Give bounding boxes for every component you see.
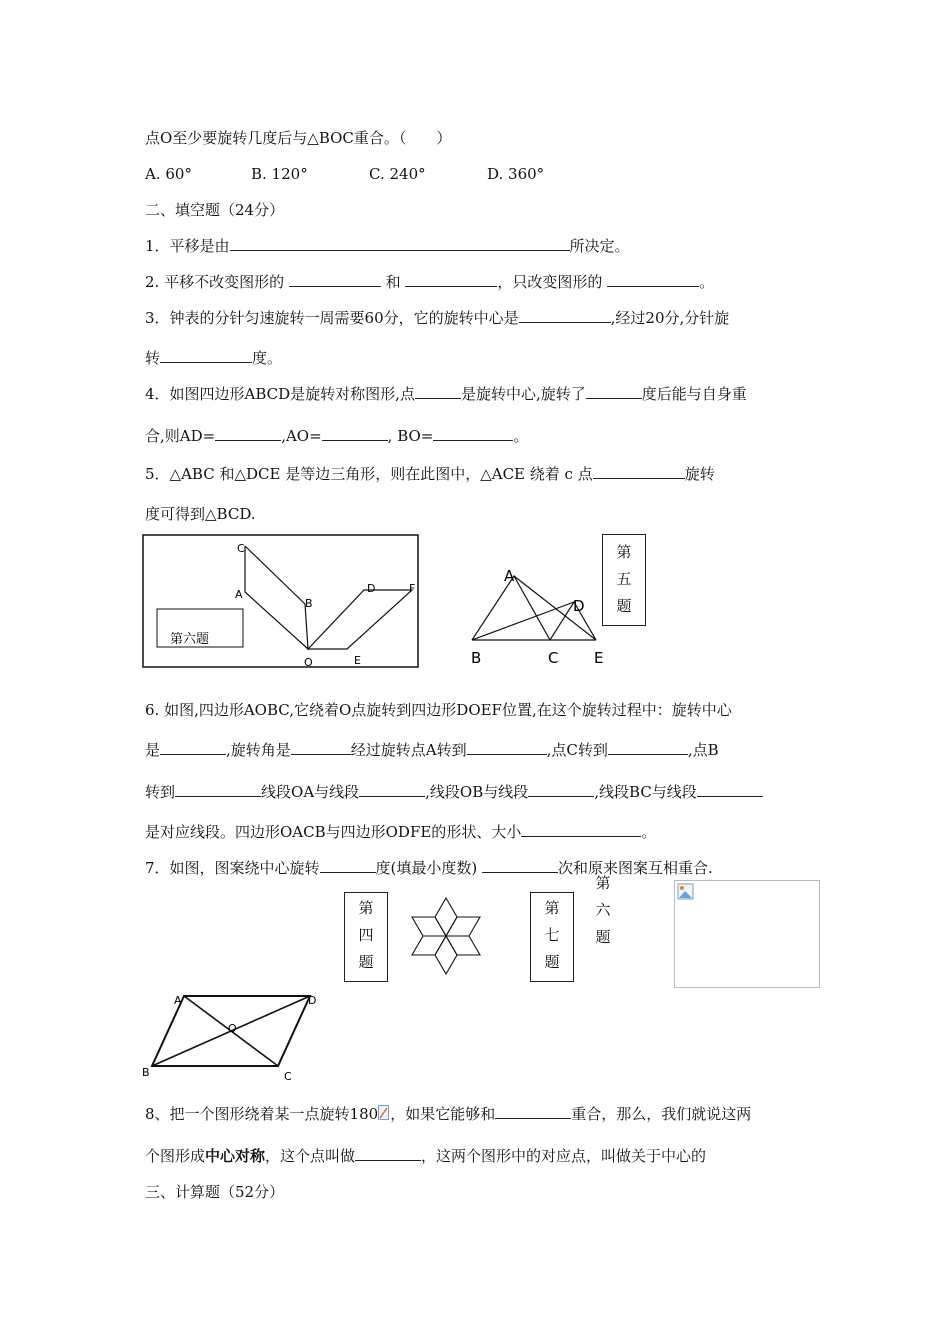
question-6-line-2 — [145, 740, 719, 760]
question-3-line-1 — [145, 308, 729, 328]
label-c: C — [548, 649, 559, 667]
figure-q6-caption: 第六题 — [170, 632, 210, 647]
caption-q6-vertical — [588, 870, 618, 951]
question-6-line-1: 6. 如图,四边形AOBC,它绕着O点旋转到四边形DOEF位置,在这个旋转过程中：旋转中心 — [145, 701, 732, 719]
question-1 — [145, 236, 630, 256]
label-a: A — [235, 588, 243, 601]
caption-q4 — [344, 892, 388, 982]
q3-blank-1[interactable] — [519, 308, 611, 323]
caption-q7-char-1: 第 — [544, 899, 560, 917]
q6-blank-8[interactable] — [697, 782, 763, 797]
question-5-line-2: 度可得到△BCD. — [145, 505, 256, 523]
caption-q7 — [530, 892, 574, 982]
q2-blank-3[interactable] — [607, 272, 699, 287]
q6-blank-2[interactable] — [291, 740, 351, 755]
q6-text-3d: ,线段BC与线段 — [594, 783, 697, 801]
q8-text-d: 个图形成 — [145, 1147, 206, 1165]
prev-question-stem: 点O至少要旋转几度后与△BOC重合。（ ） — [145, 129, 452, 147]
q3-blank-2[interactable] — [160, 348, 252, 363]
q4-text-d: 合,则AD= — [145, 427, 216, 445]
q1-text-a: 1．平移是由 — [145, 237, 230, 255]
label-f: F — [409, 582, 416, 595]
q4-blank-4[interactable] — [322, 426, 388, 441]
question-7 — [145, 858, 713, 878]
caption-q7-char-3: 题 — [544, 953, 560, 971]
q5-text-a: 5．△ABC 和△DCE 是等边三角形，则在此图中，△ACE 绕着 c 点 — [145, 465, 593, 483]
q8-text-f: ，这个点叫做 — [265, 1147, 356, 1165]
q6-text-3b: 线段OA与线段 — [261, 783, 360, 801]
q3-text-b: ,经过20分,分针旋 — [610, 309, 730, 327]
q6-text-2e: ,点B — [687, 741, 719, 759]
q6-text-3c: ,线段OB与线段 — [425, 783, 529, 801]
rhombus-bottom — [435, 936, 457, 974]
q6-blank-7[interactable] — [528, 782, 594, 797]
q8-text-g: ，这两个图形中的对应点，叫做关于中心的 — [421, 1147, 707, 1165]
q7-blank-1[interactable] — [320, 858, 376, 873]
q7-blank-2[interactable] — [482, 858, 558, 873]
q3-text-d: 度。 — [252, 349, 283, 367]
option-a: A. 60° — [145, 165, 192, 183]
q8-text-a: 8、把一个图形绕着某一点旋转180 — [145, 1105, 379, 1123]
caption-q5 — [602, 534, 646, 626]
caption-q4-char-1: 第 — [358, 899, 374, 917]
label-o: O — [304, 656, 313, 669]
q8-blank-1[interactable] — [495, 1104, 571, 1119]
q3-text-c: 转 — [145, 349, 161, 367]
section-3-title: 三、计算题（52分） — [145, 1183, 285, 1201]
prev-question-options — [145, 164, 544, 184]
figure-q6 — [142, 534, 420, 670]
q7-text-a: 7．如图，图案绕中心旋转 — [145, 859, 320, 877]
q6-text-3a: 转到 — [145, 783, 176, 801]
option-d: D. 360° — [487, 165, 545, 183]
question-4-line-1 — [145, 384, 747, 404]
q2-blank-1[interactable] — [289, 272, 381, 287]
caption-q5-char-1: 第 — [616, 543, 632, 561]
q2-text-b: 和 — [385, 273, 406, 291]
question-3-line-2 — [145, 348, 282, 368]
q6-text-2b: ,旋转角是 — [226, 741, 291, 759]
caption-q6-char-3: 题 — [595, 928, 611, 946]
q1-blank[interactable] — [230, 236, 570, 251]
label-e: E — [354, 654, 361, 667]
q4-blank-3[interactable] — [215, 426, 281, 441]
q4-text-b: 是旋转中心,旋转了 — [460, 385, 586, 403]
label-b: B — [142, 1066, 150, 1079]
q4-text-e: ,AO= — [281, 427, 322, 445]
question-6-line-4 — [145, 822, 656, 842]
label-d: D — [573, 597, 585, 615]
q6-blank-5[interactable] — [175, 782, 261, 797]
q8-term-central-symmetry: 中心对称 — [205, 1147, 266, 1165]
caption-q4-char-3: 题 — [358, 953, 374, 971]
q4-blank-5[interactable] — [433, 426, 513, 441]
section-2-title: 二、填空题（24分） — [145, 201, 285, 219]
question-8-line-2 — [145, 1146, 706, 1166]
image-placeholder-frame — [674, 880, 820, 988]
q8-blank-2[interactable] — [355, 1146, 421, 1161]
q4-text-c: 度后能与自身重 — [641, 385, 747, 403]
q1-text-b: 所决定。 — [569, 237, 630, 255]
question-8-line-1 — [145, 1104, 751, 1124]
figure-q7-star — [404, 894, 488, 986]
quad-dofe — [308, 590, 412, 649]
caption-q6-char-2: 六 — [595, 901, 611, 919]
quad-aobc — [245, 546, 308, 649]
q5-text-b: 旋转 — [684, 465, 715, 483]
q4-text-f: , BO= — [387, 427, 434, 445]
q6-text-2c: 经过旋转点A转到 — [350, 741, 467, 759]
q8-text-c: 重合，那么，我们就说这两 — [571, 1105, 752, 1123]
segment-bd — [472, 602, 574, 640]
label-b: B — [471, 649, 482, 667]
rhombus-bottom-left — [412, 936, 446, 955]
label-d: D — [367, 582, 376, 595]
label-c: C — [237, 542, 245, 555]
q2-text-c: ，只改变图形的 — [497, 273, 608, 291]
label-a: A — [174, 994, 182, 1007]
q2-text-a: 2. 平移不改变图形的 — [145, 273, 289, 291]
q4-text-g: 。 — [513, 427, 529, 445]
caption-q4-char-2: 四 — [358, 926, 374, 944]
q2-text-d: 。 — [699, 273, 715, 291]
q6-text-4b: 。 — [641, 823, 657, 841]
label-d: D — [308, 994, 317, 1007]
q7-text-b: 度(填最小度数) — [375, 859, 483, 877]
q3-text-a: 3．钟表的分针匀速旋转一周需要60分，它的旋转中心是 — [145, 309, 519, 327]
caption-q7-char-2: 七 — [544, 926, 560, 944]
q6-text-4a: 是对应线段。四边形OACB与四边形ODFE的形状、大小 — [145, 823, 522, 841]
q5-blank[interactable] — [593, 464, 685, 479]
caption-q5-char-2: 五 — [616, 570, 632, 588]
q6-blank-9[interactable] — [521, 822, 641, 837]
q2-blank-2[interactable] — [405, 272, 497, 287]
broken-image-icon — [677, 883, 695, 901]
q4-blank-2[interactable] — [586, 384, 642, 399]
q8-text-b: ，如果它能够和 — [390, 1105, 496, 1123]
q7-text-c: 次和原来图案互相重合. — [558, 859, 713, 877]
q6-blank-6[interactable] — [359, 782, 425, 797]
q6-text-2d: ,点C转到 — [546, 741, 608, 759]
figure-q4-parallelogram — [140, 990, 322, 1086]
q6-blank-1[interactable] — [160, 740, 226, 755]
q4-blank-1[interactable] — [415, 384, 461, 399]
caption-q6-char-1: 第 — [595, 874, 611, 892]
rhombus-top-left — [412, 917, 446, 936]
triangle-abc — [472, 576, 550, 640]
question-4-line-2 — [145, 426, 528, 446]
caption-q5-char-3: 题 — [616, 597, 632, 615]
degree-image-icon — [378, 1105, 390, 1121]
option-b: B. 120° — [251, 165, 308, 183]
q4-text-a: 4．如图四边形ABCD是旋转对称图形,点 — [145, 385, 415, 403]
q6-blank-3[interactable] — [467, 740, 547, 755]
label-a: A — [504, 567, 515, 585]
question-2 — [145, 272, 714, 292]
option-c: C. 240° — [369, 165, 426, 183]
rhombus-top-right — [446, 917, 480, 936]
label-o: O — [228, 1022, 237, 1035]
q6-text-2a: 是 — [145, 741, 161, 759]
question-6-line-3 — [145, 782, 763, 802]
q6-blank-4[interactable] — [608, 740, 688, 755]
label-c: C — [284, 1070, 292, 1083]
figure-q5 — [462, 562, 622, 670]
label-b: B — [305, 597, 313, 610]
rhombus-top — [435, 898, 457, 936]
label-e: E — [594, 649, 604, 667]
question-5-line-1 — [145, 464, 715, 484]
